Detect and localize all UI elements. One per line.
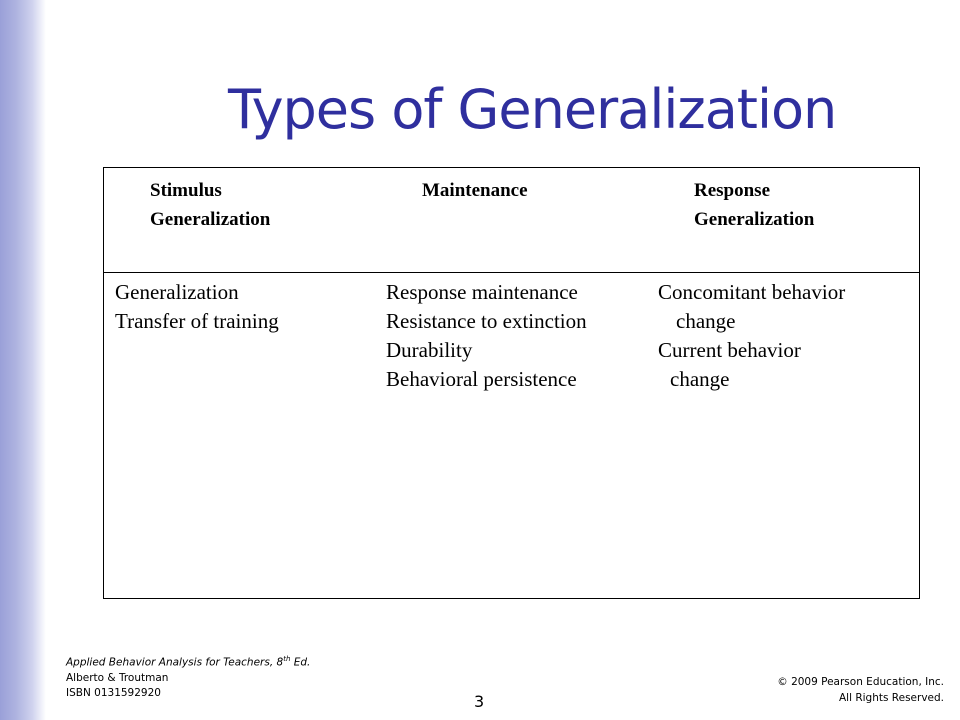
list-item: Resistance to extinction xyxy=(386,309,587,333)
header-maintenance: Maintenance xyxy=(422,180,528,201)
column-maintenance xyxy=(386,278,587,394)
side-decorative-bar xyxy=(0,0,46,720)
book-citation xyxy=(66,652,310,701)
list-item: Generalization xyxy=(115,280,239,304)
book-authors: Alberto & Troutman xyxy=(66,671,169,684)
copyright-notice: © 2009 Pearson Education, Inc. All Rights Reserved. xyxy=(777,676,944,704)
book-isbn: ISBN 0131592920 xyxy=(66,686,161,699)
list-item: Durability xyxy=(386,338,473,362)
header-stimulus-generalization: Stimulus Generalization xyxy=(150,180,271,230)
list-item: Transfer of training xyxy=(115,309,279,333)
slide-title: Types of Generalization xyxy=(228,78,837,141)
list-item: Concomitant behavior xyxy=(658,280,846,304)
generalization-table xyxy=(103,167,920,599)
page-number: 3 xyxy=(474,692,485,711)
list-item: change xyxy=(676,309,736,333)
book-title: Applied Behavior Analysis for Teachers, 8th Ed. xyxy=(66,655,311,669)
column-response-generalization xyxy=(658,278,845,394)
table-header-row xyxy=(104,168,919,273)
column-stimulus-generalization xyxy=(115,278,279,336)
list-item: change xyxy=(670,367,730,391)
list-item: Behavioral persistence xyxy=(386,367,577,391)
list-item: Response maintenance xyxy=(386,280,578,304)
header-response-generalization: Response Generalization xyxy=(694,180,815,230)
list-item: Current behavior xyxy=(658,338,801,362)
